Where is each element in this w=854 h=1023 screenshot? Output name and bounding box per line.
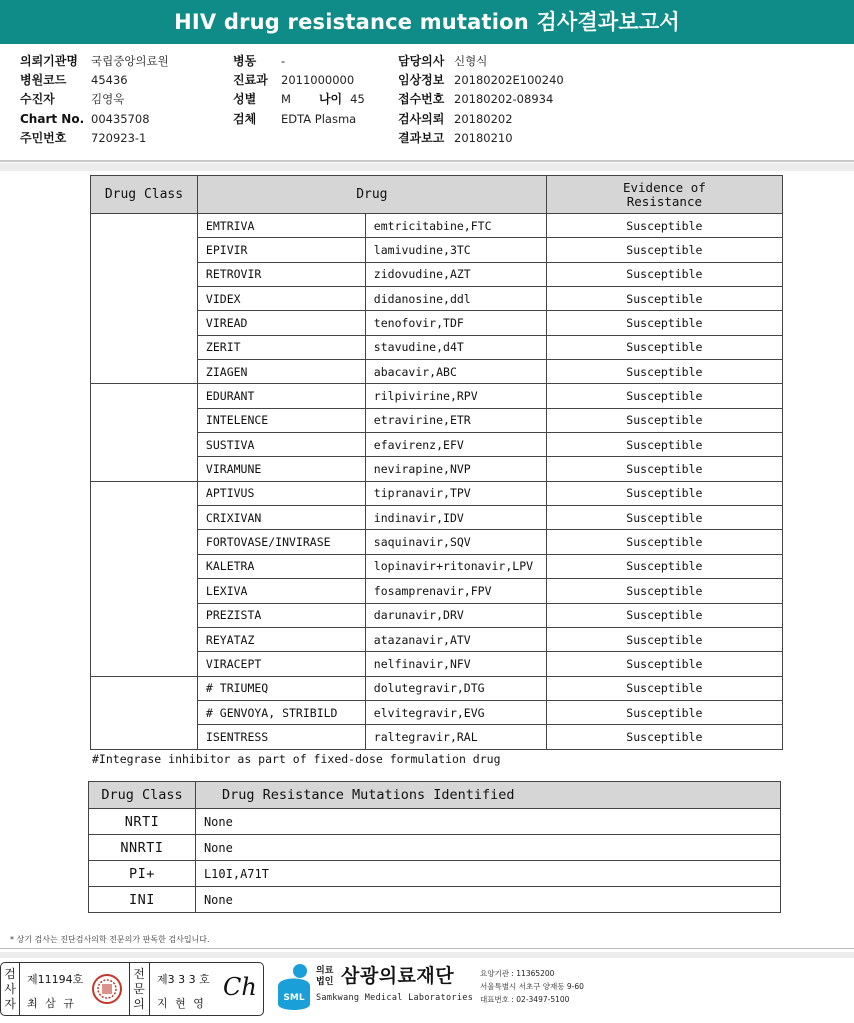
header-mutations-identified: Drug Resistance Mutations Identified bbox=[195, 782, 780, 809]
signature-divider bbox=[129, 963, 130, 1015]
org-info-line2: 서울특별시 서초구 양재동 9-60 bbox=[480, 982, 584, 991]
drug-brand-cell: INTELENCE bbox=[197, 408, 365, 432]
drug-brand-cell: # TRIUMEQ bbox=[197, 676, 365, 700]
drug-generic-cell: indinavir,IDV bbox=[365, 506, 546, 530]
info-row-patient-name bbox=[20, 90, 169, 109]
info-label: 주민번호 bbox=[20, 130, 67, 145]
info-value: 20180210 bbox=[454, 130, 513, 145]
org-info-line1: 요양기관 : 11365200 bbox=[480, 969, 555, 978]
signature-divider bbox=[19, 963, 20, 1015]
mutation-drug-class-cell: INI bbox=[89, 887, 196, 913]
evidence-cell: Susceptible bbox=[546, 603, 782, 627]
evidence-cell: Susceptible bbox=[546, 579, 782, 603]
info-value: 20180202-08934 bbox=[454, 92, 554, 107]
org-contact-info bbox=[480, 967, 584, 1006]
tester-name: 최 삼 규 bbox=[27, 997, 76, 1010]
info-label: 진료과 bbox=[233, 73, 268, 88]
drug-brand-cell: ISENTRESS bbox=[197, 725, 365, 749]
drug-generic-cell: saquinavir,SQV bbox=[365, 530, 546, 554]
drug-brand-cell: FORTOVASE/INVIRASE bbox=[197, 530, 365, 554]
drug-generic-cell: rilpivirine,RPV bbox=[365, 384, 546, 408]
drug-generic-cell: abacavir,ABC bbox=[365, 360, 546, 384]
drug-row bbox=[91, 214, 783, 238]
info-value: 720923-1 bbox=[91, 130, 147, 145]
signature-divider bbox=[149, 963, 150, 1015]
official-seal-icon bbox=[91, 973, 123, 1005]
drug-brand-cell: ZIAGEN bbox=[197, 360, 365, 384]
drug-class-cell bbox=[91, 384, 198, 481]
info-label: 병동 bbox=[233, 54, 257, 68]
info-row-clinical-info bbox=[398, 71, 564, 90]
mutation-value-cell: None bbox=[195, 809, 780, 835]
drug-table-header bbox=[91, 176, 783, 214]
info-value: 김영욱 bbox=[91, 92, 125, 107]
info-row-institution bbox=[20, 52, 169, 71]
info-row-report-date bbox=[398, 129, 564, 148]
drug-brand-cell: SUSTIVA bbox=[197, 433, 365, 457]
doctor-license-no: 제3 3 3 호 bbox=[157, 973, 210, 986]
drug-brand-cell: VIRACEPT bbox=[197, 652, 365, 676]
info-label: 검사의뢰 bbox=[398, 111, 445, 126]
evidence-cell: Susceptible bbox=[546, 238, 782, 262]
drug-generic-cell: didanosine,ddl bbox=[365, 287, 546, 311]
info-value: 신형식 bbox=[454, 54, 488, 68]
drug-generic-cell: etravirine,ETR bbox=[365, 408, 546, 432]
evidence-cell: Susceptible bbox=[546, 700, 782, 724]
evidence-cell: Susceptible bbox=[546, 627, 782, 651]
signature-box bbox=[0, 962, 264, 1016]
info-value: EDTA Plasma bbox=[281, 111, 357, 126]
age-value: 45 bbox=[350, 92, 365, 107]
info-row-request-date bbox=[398, 110, 564, 129]
mutation-drug-class-cell: NNRTI bbox=[89, 835, 196, 861]
mutation-table-header bbox=[89, 782, 781, 809]
info-label: 담당의사 bbox=[398, 54, 445, 68]
drug-brand-cell: ZERIT bbox=[197, 335, 365, 359]
drug-susceptibility-table bbox=[90, 175, 783, 750]
drug-brand-cell: PREZISTA bbox=[197, 603, 365, 627]
info-row-receipt-no bbox=[398, 90, 564, 109]
drug-brand-cell: EMTRIVA bbox=[197, 214, 365, 238]
drug-row bbox=[91, 676, 783, 700]
drug-brand-cell: EDURANT bbox=[197, 384, 365, 408]
evidence-cell: Susceptible bbox=[546, 311, 782, 335]
patient-info-column-3 bbox=[398, 52, 564, 148]
evidence-cell: Susceptible bbox=[546, 214, 782, 238]
evidence-cell: Susceptible bbox=[546, 676, 782, 700]
mutation-drug-class-cell: PI+ bbox=[89, 861, 196, 887]
evidence-cell: Susceptible bbox=[546, 481, 782, 505]
evidence-cell: Susceptible bbox=[546, 262, 782, 286]
info-value: 2011000000 bbox=[281, 73, 355, 88]
info-label: 결과보고 bbox=[398, 130, 445, 145]
info-value: 20180202E100240 bbox=[454, 73, 564, 88]
sml-logo-icon bbox=[270, 962, 318, 1014]
evidence-cell: Susceptible bbox=[546, 335, 782, 359]
doctor-label: 전문의 bbox=[133, 967, 145, 1011]
drug-generic-cell: lopinavir+ritonavir,LPV bbox=[365, 554, 546, 578]
mutation-row bbox=[89, 809, 781, 835]
header-drug-class: Drug Class bbox=[91, 176, 198, 214]
org-name-ko: 삼광의료재단 bbox=[341, 965, 455, 987]
integrase-footnote: #Integrase inhibitor as part of fixed-dose formulation drug bbox=[92, 752, 501, 766]
org-prefix-line1: 의료 bbox=[316, 966, 334, 976]
evidence-cell: Susceptible bbox=[546, 554, 782, 578]
info-label: 수진자 bbox=[20, 92, 55, 107]
drug-brand-cell: # GENVOYA, STRIBILD bbox=[197, 700, 365, 724]
drug-brand-cell: KALETRA bbox=[197, 554, 365, 578]
drug-brand-cell: REYATAZ bbox=[197, 627, 365, 651]
drug-generic-cell: fosamprenavir,FPV bbox=[365, 579, 546, 603]
drug-brand-cell: EPIVIR bbox=[197, 238, 365, 262]
drug-brand-cell: VIRAMUNE bbox=[197, 457, 365, 481]
drug-brand-cell: LEXIVA bbox=[197, 579, 365, 603]
tester-label: 검사자 bbox=[4, 967, 16, 1011]
info-row-chart-no bbox=[20, 110, 169, 129]
drug-generic-cell: dolutegravir,DTG bbox=[365, 676, 546, 700]
header-divider bbox=[0, 160, 854, 162]
header-drug: Drug bbox=[197, 176, 546, 214]
info-value: 20180202 bbox=[454, 111, 513, 126]
info-value: 45436 bbox=[91, 73, 128, 88]
info-row-resident-no bbox=[20, 129, 169, 148]
drug-row bbox=[91, 384, 783, 408]
org-info-line3: 대표번호 : 02-3497-5100 bbox=[480, 995, 570, 1004]
info-row-specimen bbox=[233, 110, 365, 129]
age-label: 나이 bbox=[318, 92, 343, 107]
drug-class-cell bbox=[91, 481, 198, 676]
info-row-ward bbox=[233, 52, 365, 71]
doctor-name: 지 현 영 bbox=[157, 997, 206, 1010]
info-label: Chart No. bbox=[20, 111, 85, 126]
mutation-value-cell: L10I,A71T bbox=[195, 861, 780, 887]
drug-generic-cell: darunavir,DRV bbox=[365, 603, 546, 627]
footer-divider bbox=[0, 948, 854, 949]
info-label: 임상정보 bbox=[398, 73, 445, 88]
info-label: 의뢰기관명 bbox=[20, 54, 78, 68]
info-label: 성별 bbox=[233, 92, 257, 107]
drug-generic-cell: raltegravir,RAL bbox=[365, 725, 546, 749]
report-title: HIV drug resistance mutation 검사결과보고서 bbox=[0, 0, 854, 44]
drug-generic-cell: atazanavir,ATV bbox=[365, 627, 546, 651]
evidence-cell: Susceptible bbox=[546, 384, 782, 408]
info-row-department bbox=[233, 71, 365, 90]
drug-generic-cell: emtricitabine,FTC bbox=[365, 214, 546, 238]
mutation-row bbox=[89, 861, 781, 887]
evidence-cell: Susceptible bbox=[546, 506, 782, 530]
drug-brand-cell: RETROVIR bbox=[197, 262, 365, 286]
drug-generic-cell: stavudine,d4T bbox=[365, 335, 546, 359]
drug-generic-cell: nelfinavir,NFV bbox=[365, 652, 546, 676]
mutation-row bbox=[89, 835, 781, 861]
info-label: 병원코드 bbox=[20, 73, 67, 88]
mutation-table bbox=[88, 781, 781, 913]
info-label: 접수번호 bbox=[398, 92, 445, 107]
drug-brand-cell: VIREAD bbox=[197, 311, 365, 335]
evidence-cell: Susceptible bbox=[546, 408, 782, 432]
drug-row bbox=[91, 481, 783, 505]
drug-generic-cell: efavirenz,EFV bbox=[365, 433, 546, 457]
evidence-cell: Susceptible bbox=[546, 530, 782, 554]
mutation-row bbox=[89, 887, 781, 913]
evidence-cell: Susceptible bbox=[546, 652, 782, 676]
doctor-signature: Ch bbox=[223, 973, 257, 1001]
drug-generic-cell: tipranavir,TPV bbox=[365, 481, 546, 505]
drug-brand-cell: VIDEX bbox=[197, 287, 365, 311]
logo-text: SML bbox=[283, 993, 305, 1003]
drug-brand-cell: CRIXIVAN bbox=[197, 506, 365, 530]
evidence-cell: Susceptible bbox=[546, 433, 782, 457]
drug-generic-cell: tenofovir,TDF bbox=[365, 311, 546, 335]
header-evidence-line1: Evidence of bbox=[622, 179, 706, 195]
drug-generic-cell: elvitegravir,EVG bbox=[365, 700, 546, 724]
drug-generic-cell: zidovudine,AZT bbox=[365, 262, 546, 286]
info-value: 국립중앙의료원 bbox=[91, 54, 169, 68]
drug-generic-cell: lamivudine,3TC bbox=[365, 238, 546, 262]
header-mutation-drug-class: Drug Class bbox=[89, 782, 196, 809]
interpretation-note: * 상기 검사는 진단검사의학 전문의가 판독한 검사입니다. bbox=[10, 935, 210, 944]
info-row-sex-age bbox=[233, 90, 365, 109]
mutation-value-cell: None bbox=[195, 835, 780, 861]
info-value: 00435708 bbox=[91, 111, 150, 126]
header-divider-shade bbox=[0, 163, 854, 171]
info-row-physician bbox=[398, 52, 564, 71]
header-evidence bbox=[546, 176, 782, 214]
org-prefix-line2: 법인 bbox=[316, 977, 334, 987]
patient-info-column-1 bbox=[20, 52, 169, 148]
evidence-cell: Susceptible bbox=[546, 287, 782, 311]
info-label: 검체 bbox=[233, 111, 257, 126]
evidence-cell: Susceptible bbox=[546, 725, 782, 749]
evidence-cell: Susceptible bbox=[546, 360, 782, 384]
tester-license-no: 제11194호 bbox=[27, 973, 84, 986]
info-value: - bbox=[281, 54, 286, 68]
drug-generic-cell: nevirapine,NVP bbox=[365, 457, 546, 481]
info-value: M bbox=[281, 92, 291, 107]
drug-class-cell bbox=[91, 676, 198, 749]
org-prefix bbox=[316, 966, 333, 988]
evidence-cell: Susceptible bbox=[546, 457, 782, 481]
header-evidence-line2: Resistance bbox=[626, 193, 703, 209]
patient-info-column-2 bbox=[233, 52, 365, 129]
drug-class-cell bbox=[91, 214, 198, 384]
mutation-drug-class-cell: NRTI bbox=[89, 809, 196, 835]
org-name-en: Samkwang Medical Laboratories bbox=[316, 993, 474, 1003]
mutation-value-cell: None bbox=[195, 887, 780, 913]
info-row-hospital-code bbox=[20, 71, 169, 90]
drug-brand-cell: APTIVUS bbox=[197, 481, 365, 505]
footer-divider-shade bbox=[0, 952, 854, 958]
